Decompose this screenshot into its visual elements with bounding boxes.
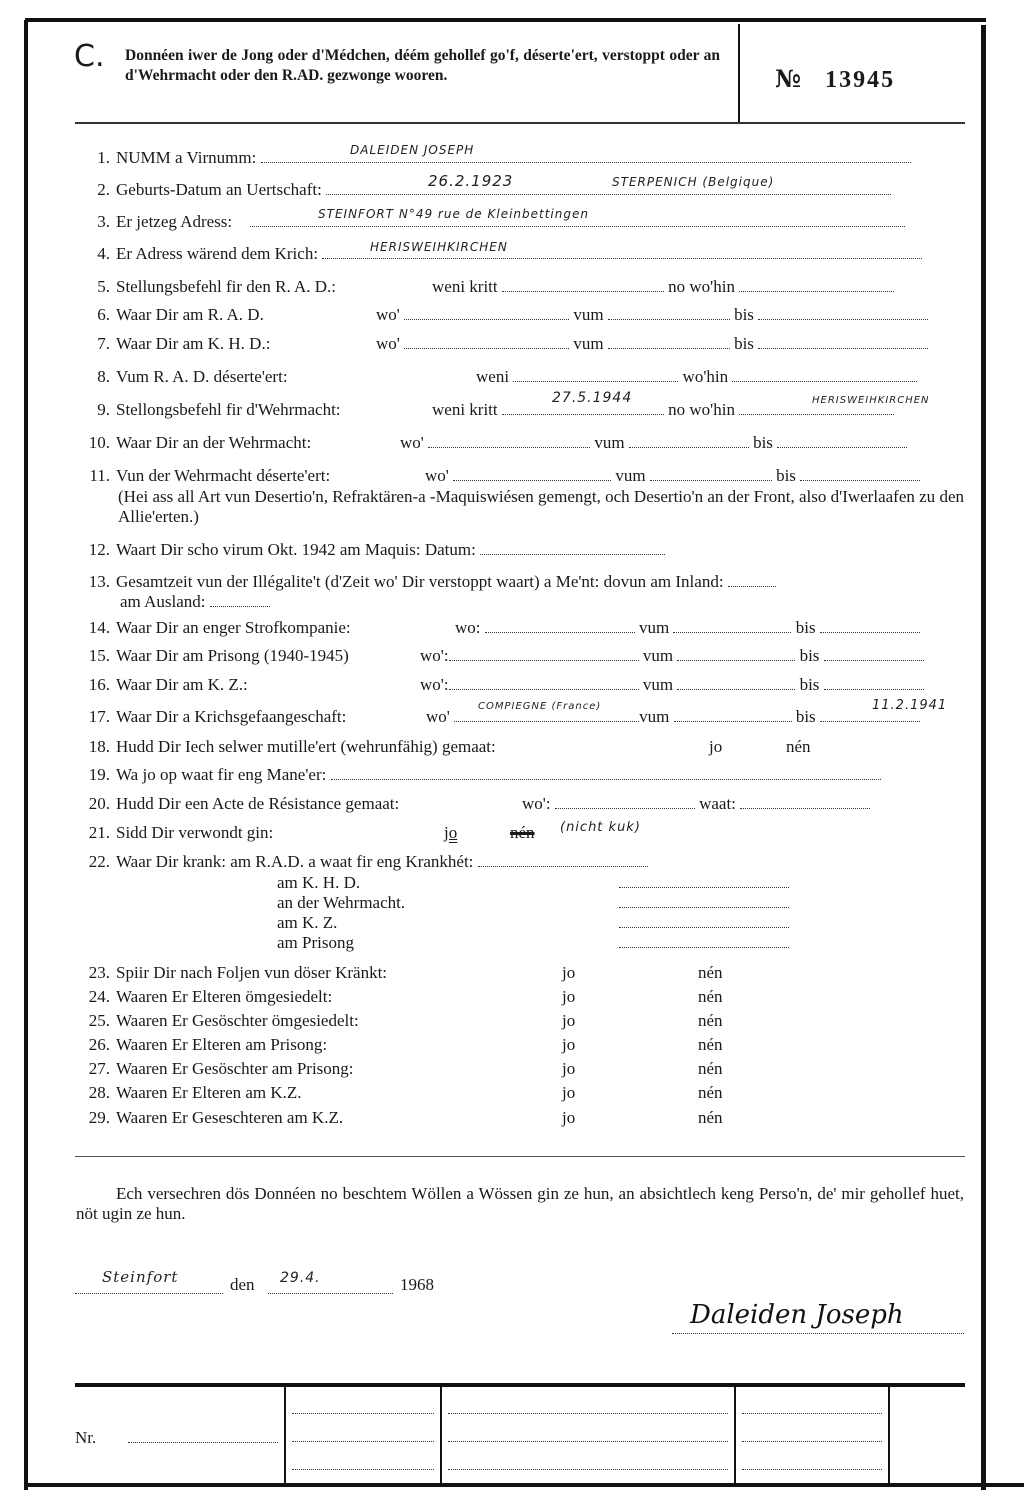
field-label: vum [639, 707, 670, 726]
item-number: 12. [88, 540, 110, 559]
item-number: 17. [88, 707, 110, 726]
item-24-no[interactable]: nén [698, 987, 723, 1006]
field-label: wo': [420, 675, 449, 694]
field-label: vum [573, 305, 604, 324]
item-label: Stellungsbefehl fir den R. A. D.: [116, 277, 337, 296]
item-12 [72, 540, 665, 560]
prison-where-field[interactable] [449, 646, 639, 661]
field-label: no wo'hin [668, 400, 735, 419]
footer-col-divider [888, 1387, 890, 1484]
item-28 [72, 1083, 302, 1103]
field-label: bis [734, 305, 754, 324]
item-number: 6. [97, 305, 110, 324]
item-number: 19. [88, 765, 110, 784]
item-number: 24. [88, 987, 110, 1006]
pow-until-value: 11.2.1941 [872, 698, 948, 713]
item-label: Vum R. A. D. déserte'ert: [116, 367, 288, 386]
item-number: 27. [88, 1059, 110, 1078]
item-number: 15. [88, 646, 110, 665]
item-label: Waaren Er Elteren am Prisong: [116, 1035, 328, 1054]
footer-nr-field[interactable] [128, 1441, 278, 1443]
item-number: 20. [88, 794, 110, 813]
field-label: am Prisong [277, 933, 354, 952]
item-label: Stellongsbefehl fir d'Wehrmacht: [116, 400, 341, 419]
maquis-date-field[interactable] [480, 540, 665, 555]
item-21-yes-selected[interactable]: jo [444, 823, 458, 842]
item-number: 9. [97, 400, 110, 419]
item-label: Waaren Er Elteren ömgesiedelt: [116, 987, 333, 1006]
item-number: 11. [89, 466, 110, 485]
wehrmacht-until-field[interactable] [777, 433, 907, 448]
desert-where-field[interactable] [453, 466, 611, 481]
footer-cell-field[interactable] [292, 1468, 434, 1470]
item-18-no[interactable]: nén [786, 737, 811, 756]
khd-from-field[interactable] [608, 334, 730, 349]
item-25 [72, 1011, 359, 1031]
item-label: Sidd Dir verwondt gin: [116, 823, 274, 842]
item-14 [72, 618, 351, 638]
field-label: vum [615, 466, 646, 485]
item-28-no[interactable]: nén [698, 1083, 723, 1102]
item-17 [72, 707, 346, 727]
item-number: 1. [97, 148, 110, 167]
item-22 [72, 852, 648, 872]
field-label: weni kritt [432, 400, 498, 419]
item-23 [72, 963, 387, 983]
item-number: 4. [97, 244, 110, 263]
wehrmacht-where-field[interactable] [428, 433, 590, 448]
field-label: bis [799, 646, 820, 665]
field-label: an der Wehrmacht. [277, 893, 406, 912]
item-15 [72, 646, 349, 666]
item-13-abroad [120, 592, 270, 612]
field-label: wo' [376, 334, 400, 353]
war-address-value: HERISWEIHKIRCHEN [370, 240, 508, 254]
item-5-fields [432, 277, 894, 297]
signature-field[interactable] [672, 1332, 964, 1334]
item-label: Er jetzeg Adress: [116, 212, 233, 231]
item-23-yes[interactable]: jo [562, 963, 576, 982]
field-label: weni [476, 367, 510, 386]
item-number: 14. [88, 618, 110, 637]
signature: Daleiden Joseph [690, 1300, 904, 1330]
item-13 [72, 572, 776, 592]
item-7 [72, 334, 270, 354]
rad-order-place-field[interactable] [739, 277, 894, 292]
item-27 [72, 1059, 354, 1079]
footer-cell-field[interactable] [448, 1412, 728, 1414]
birth-field[interactable] [326, 180, 891, 195]
item-number: 29. [88, 1108, 110, 1127]
rad-until-field[interactable] [758, 305, 928, 320]
footer-cell-field[interactable] [742, 1412, 882, 1414]
form-title: Donnéen iwer de Jong oder d'Médchen, déém gehollef go'f, déserte'ert, verstoppt oder an d'Wehrmacht oder den R.AD. gezwonge wooren. [125, 47, 720, 84]
item-number: 16. [88, 675, 110, 694]
item-label: Waar Dir an der Wehrmacht: [116, 433, 312, 452]
rad-order-date-field[interactable] [502, 277, 664, 292]
item-11 [72, 466, 330, 486]
frame-border-right [981, 25, 986, 1490]
item-20-fields [522, 794, 870, 814]
footer-cell-field[interactable] [742, 1468, 882, 1470]
item-label: Waaren Er Gesöschter am Prisong: [116, 1059, 354, 1078]
item-number: 3. [97, 212, 110, 231]
footer-nr-label: Nr. [75, 1428, 97, 1447]
item-label: Wa jo op waat fir eng Mane'er: [116, 765, 327, 784]
field-label: wo' [400, 433, 424, 452]
footer-cell-field[interactable] [292, 1412, 434, 1414]
item-label: Spiir Dir nach Foljen vun döser Kränkt: [116, 963, 388, 982]
pow-from-field[interactable] [674, 707, 792, 722]
item-27-yes[interactable]: jo [562, 1059, 576, 1078]
item-29-yes[interactable]: jo [562, 1108, 576, 1127]
item-22-sub-prison [277, 933, 354, 953]
item-number: 28. [88, 1083, 110, 1102]
footer-cell-field[interactable] [742, 1440, 882, 1442]
item-26-no[interactable]: nén [698, 1035, 723, 1054]
field-label: vum [573, 334, 604, 353]
field-label: am K. Z. [277, 913, 338, 932]
khd-until-field[interactable] [758, 334, 928, 349]
item-7-fields [376, 334, 928, 354]
den-label: den [230, 1275, 255, 1294]
item-number: 21. [88, 823, 110, 842]
footer-col-divider [440, 1387, 442, 1484]
form-number [775, 64, 895, 94]
item-25-no[interactable]: nén [698, 1011, 723, 1030]
item-label: Geburts-Datum an Uertschaft: [116, 180, 322, 199]
item-number: 23. [88, 963, 110, 982]
field-label: wo: [455, 618, 481, 637]
item-label: Waar Dir an enger Strofkompanie: [116, 618, 351, 637]
item-25-yes[interactable]: jo [562, 1011, 576, 1030]
place-field[interactable] [75, 1292, 223, 1294]
prison-from-field[interactable] [677, 646, 795, 661]
item-21-no-struck[interactable]: nén [510, 823, 535, 842]
item-number: 8. [97, 367, 110, 386]
kz-where-field[interactable] [449, 675, 639, 690]
item-24 [72, 987, 332, 1007]
penal-from-field[interactable] [673, 618, 791, 633]
date-value: 29.4. [280, 1270, 321, 1286]
item-18 [72, 737, 496, 757]
item-29 [72, 1108, 343, 1128]
illness-kz-field[interactable] [619, 926, 789, 928]
field-label: am K. H. D. [277, 873, 361, 892]
field-label: vum [642, 646, 674, 665]
place-value: Steinfort [102, 1268, 179, 1286]
item-label: Waaren Er Elteren am K.Z. [116, 1083, 302, 1102]
item-20 [72, 794, 399, 814]
item-16-fields [420, 675, 924, 695]
item-label: Waar Dir am R. A. D. [116, 305, 264, 324]
item-label: Er Adress wärend dem Krich: [116, 244, 319, 263]
rad-desert-place-field[interactable] [732, 367, 917, 382]
item-6-fields [376, 305, 928, 325]
item-18-yes[interactable]: jo [709, 737, 723, 756]
item-24-yes[interactable]: jo [562, 987, 576, 1006]
field-label: wo'hin [682, 367, 729, 386]
desert-until-field[interactable] [800, 466, 920, 481]
footer-table-top [75, 1383, 965, 1387]
field-label: bis [753, 433, 773, 452]
item-8-fields [476, 367, 917, 387]
item-22-sub-khd [277, 873, 360, 893]
item-label: Hudd Dir Iech selwer mutille'ert (wehrunfähig) gemaat: [116, 737, 496, 756]
item-21-note: (nicht kuk) [560, 820, 641, 835]
item-9 [72, 400, 341, 420]
item-29-no[interactable]: nén [698, 1108, 723, 1127]
header-rule [75, 122, 965, 124]
item-number: 25. [88, 1011, 110, 1030]
item-6 [72, 305, 264, 325]
illness-rad-field[interactable] [478, 852, 648, 867]
rad-desert-date-field[interactable] [513, 367, 678, 382]
item-23-no[interactable]: nén [698, 963, 723, 982]
resistance-where-field[interactable] [555, 794, 695, 809]
field-label: waat: [699, 794, 736, 813]
manner-field[interactable] [331, 765, 881, 780]
resistance-what-field[interactable] [740, 794, 870, 809]
field-label: wo' [425, 466, 449, 485]
pow-where-value: COMPIEGNE (France) [478, 701, 602, 712]
item-19 [72, 765, 881, 785]
footer-cell-field[interactable] [448, 1440, 728, 1442]
item-label: Waart Dir scho virum Okt. 1942 am Maquis: Datum: [116, 540, 476, 559]
wehrmacht-order-date-value: 27.5.1944 [552, 390, 633, 406]
date-field[interactable] [268, 1292, 393, 1294]
item-14-fields [455, 618, 920, 638]
kz-until-field[interactable] [824, 675, 924, 690]
footer-col-divider [284, 1387, 286, 1484]
number-sign-icon: № [775, 64, 804, 93]
field-label: bis [776, 466, 796, 485]
item-15-fields [420, 646, 924, 666]
item-label: Gesamtzeit vun der Illégalite't (d'Zeit wo' Dir verstoppt waart) a Me'nt: dovun am Inland: [116, 572, 724, 591]
inland-months-field[interactable] [728, 572, 776, 587]
header-divider [738, 24, 740, 122]
desert-from-field[interactable] [650, 466, 772, 481]
field-label: vum [594, 433, 625, 452]
field-label: am Ausland: [120, 592, 206, 611]
section-letter: C. [74, 39, 105, 74]
field-label: vum [639, 618, 670, 637]
rad-from-field[interactable] [608, 305, 730, 320]
field-label: no wo'hin [668, 277, 735, 296]
prison-until-field[interactable] [824, 646, 924, 661]
year-label: 1968 [400, 1275, 434, 1294]
field-label: bis [734, 334, 754, 353]
item-number: 2. [97, 180, 110, 199]
item-label: Waar Dir krank: am R.A.D. a waat fir eng Krankhét: [116, 852, 474, 871]
item-label: Hudd Dir een Acte de Résistance gemaat: [116, 794, 400, 813]
item-8 [72, 367, 288, 387]
declaration-rule [75, 1156, 965, 1157]
item-label: Waar Dir am K. H. D.: [116, 334, 271, 353]
item-10-fields [400, 433, 907, 453]
illness-wehrmacht-field[interactable] [619, 906, 789, 908]
declaration-text: Ech versechren dös Donnéen no beschtem Wöllen a Wössen gin ze hun, an absichtlech keng Perso'n, de' mir gehollef huet, nöt ugin ze hun. [76, 1184, 964, 1223]
item-number: 10. [88, 433, 110, 452]
item-11-note: (Hei ass all Art vun Desertio'n, Refraktären-a -Maquiswiésen gemengt, och Desertio'n an der Front, also d'Iwerlaafen zu den Allie'erten.) [118, 487, 964, 526]
field-label: wo': [522, 794, 551, 813]
item-16 [72, 675, 248, 695]
illness-khd-field[interactable] [619, 886, 789, 888]
field-label: wo' [426, 707, 450, 726]
item-label: Waar Dir a Krichsgefaangeschaft: [116, 707, 347, 726]
item-21 [72, 823, 273, 843]
birth-date-value: 26.2.1923 [428, 172, 514, 190]
penal-until-field[interactable] [820, 618, 920, 633]
item-label: Waaren Er Geseschteren am K.Z. [116, 1108, 344, 1127]
item-number: 22. [88, 852, 110, 871]
khd-where-field[interactable] [404, 334, 569, 349]
footer-col-divider [734, 1387, 736, 1484]
field-label: bis [795, 707, 816, 726]
item-26-yes[interactable]: jo [562, 1035, 576, 1054]
footer-cell-field[interactable] [448, 1468, 728, 1470]
item-11-fields [425, 466, 920, 486]
item-number: 5. [97, 277, 110, 296]
frame-border-left [24, 20, 28, 1490]
penal-where-field[interactable] [485, 618, 635, 633]
item-label: Waar Dir am K. Z.: [116, 675, 248, 694]
item-number: 13. [88, 572, 110, 591]
item-27-no[interactable]: nén [698, 1059, 723, 1078]
item-label: Waaren Er Gesöschter ömgesiedelt: [116, 1011, 359, 1030]
field-label: wo': [420, 646, 449, 665]
item-5 [72, 277, 336, 297]
field-label: bis [799, 675, 820, 694]
birth-place-value: STERPENICH (Belgique) [612, 175, 775, 189]
field-label: bis [795, 618, 816, 637]
field-label: vum [642, 675, 674, 694]
item-label: NUMM a Virnumm: [116, 148, 257, 167]
frame-border-top [25, 18, 986, 22]
name-value: DALEIDEN JOSEPH [350, 143, 475, 157]
wehrmacht-order-place-value: HERISWEIHKIRCHEN [812, 395, 930, 406]
wehrmacht-from-field[interactable] [629, 433, 749, 448]
footer-cell-field[interactable] [292, 1440, 434, 1442]
form-number-value: 13945 [825, 67, 896, 93]
frame-border-bottom [25, 1483, 1024, 1487]
illness-prison-field[interactable] [619, 946, 789, 948]
kz-from-field[interactable] [677, 675, 795, 690]
item-10 [72, 433, 311, 453]
current-address-value: STEINFORT N°49 rue de Kleinbettingen [318, 207, 589, 221]
item-number: 26. [88, 1035, 110, 1054]
field-label: weni kritt [432, 277, 498, 296]
item-label: Vun der Wehrmacht déserte'ert: [116, 466, 331, 485]
item-label: Waar Dir am Prisong (1940-1945) [116, 646, 349, 665]
item-22-sub-wehrmacht [277, 893, 405, 913]
item-22-sub-kz [277, 913, 337, 933]
item-26 [72, 1035, 327, 1055]
abroad-months-field[interactable] [210, 592, 270, 607]
item-1 [72, 148, 911, 168]
item-number: 18. [88, 737, 110, 756]
field-label: wo' [376, 305, 400, 324]
item-28-yes[interactable]: jo [562, 1083, 576, 1102]
rad-where-field[interactable] [404, 305, 569, 320]
item-number: 7. [97, 334, 110, 353]
